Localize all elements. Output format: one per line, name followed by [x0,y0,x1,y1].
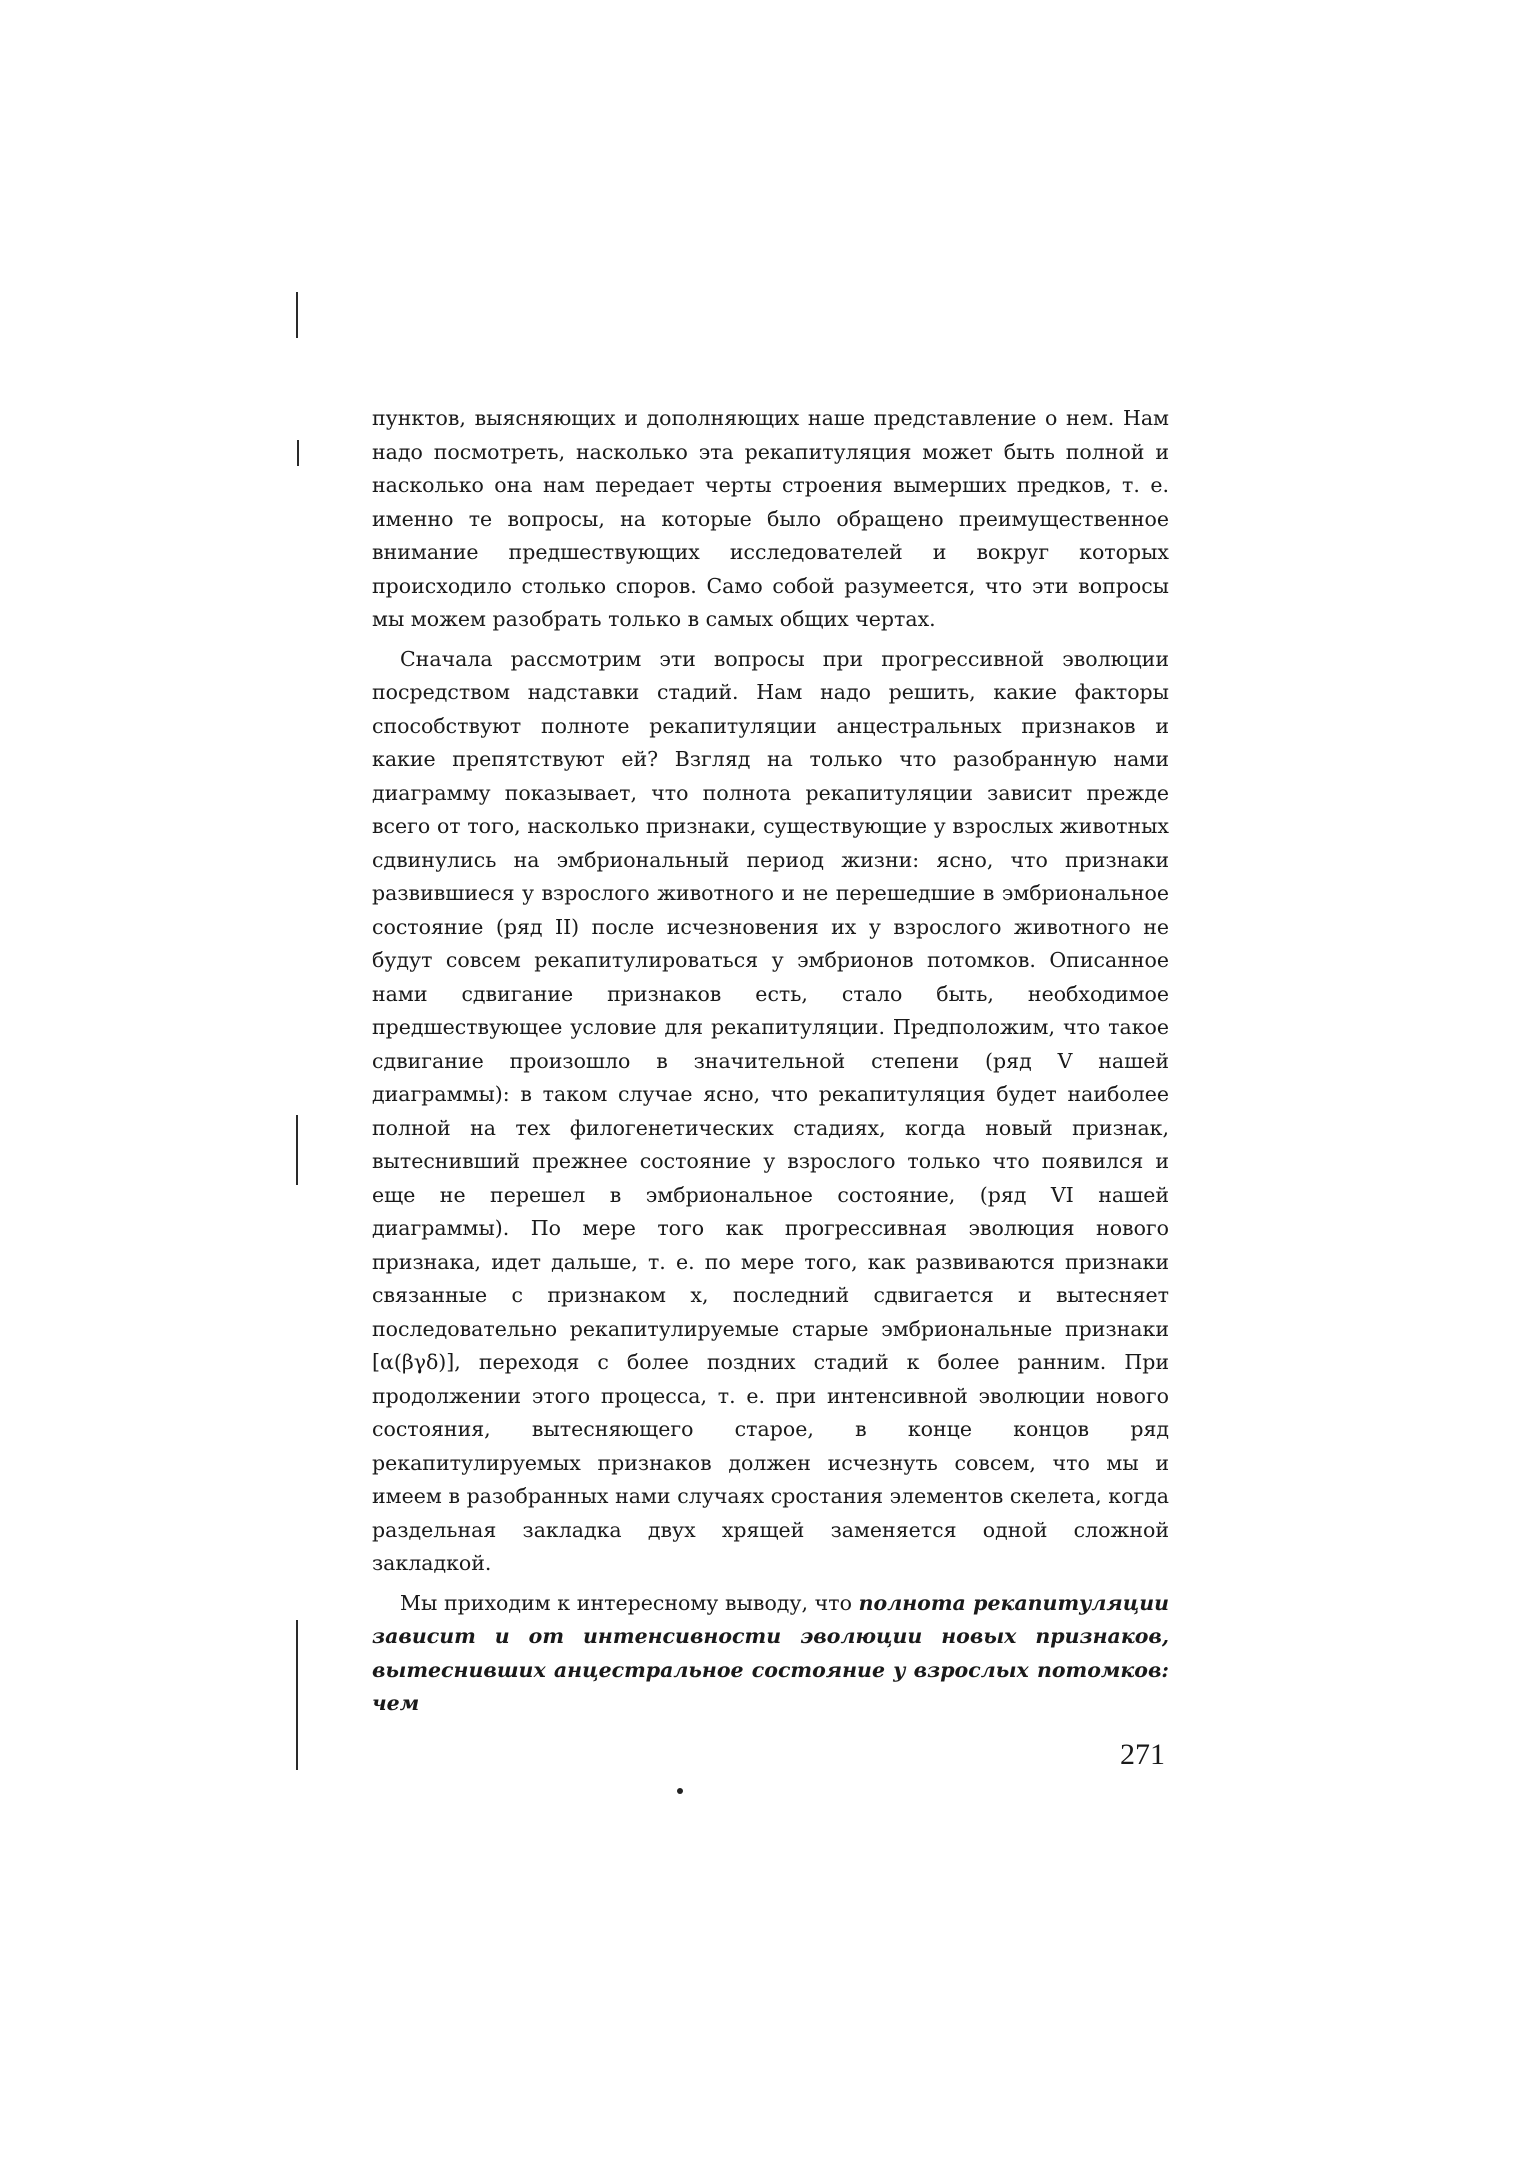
paragraph: Сначала рассмотрим эти вопросы при прогрессивной эволюции посредством надставки стадий. Нам надо решить, какие факторы способствуют полноте рекапитуляции анцестральных признаков и какие препятствуют ей? Взгляд на только что разобранную нами диаграмму показывает, что полнота рекапитуляции зависит прежде всего от того, насколько признаки, существующие у взрослых животных сдвинулись на эмбриональный период жизни: ясно, что признаки развившиеся у взрослого животного и не перешедшие в эмбриональное состояние (ряд II) после исчезновения их у взрослого животного не будут совсем рекапитулироваться у эмбрионов потомков. Описанное нами сдвигание признаков есть, стало быть, необходимое предшествующее условие для рекапитуляции. Предположим, что такое сдвигание произошло в значительной степени (ряд V нашей диаграммы): в таком случае ясно, что рекапитуляция будет наиболее полной на тех филогенетических стадиях, когда новый признак, вытеснивший прежнее состояние у взрослого только что появился и еще не перешел в эмбриональное состояние, (ряд VI нашей диаграммы). По мере того как прогрессивная эволюция нового признака, идет дальше, т. е. по мере того, как развиваются признаки связанные с признаком x, последний сдвигается и вытесняет последовательно рекапитулируемые старые эмбриональные признаки [α(βγδ)], переходя с более поздних стадий к более ранним. При продолжении этого процесса, т. е. при интенсивной эволюции нового состояния, вытесняющего старое, в конце концов ряд рекапитулируемых признаков должен исчезнуть совсем, что мы и имеем в разобранных нами случаях сростания элементов скелета, когда раздельная закладка двух хрящей заменяется одной сложной закладкой. [372,646,1169,1575]
binding-mark [296,1620,298,1770]
italic-emphasis: полнота рекапитуляции зависит и от интенсивности эволюции новых признаков, вытеснивших анцестральное состояние у взрослых потомков: чем [372,1590,1170,1715]
paragraph: пунктов, выясняющих и дополняющих наше представление о нем. Нам надо посмотреть, насколько эта рекапитуляция может быть полной и насколько она нам передает черты строения вымерших предков, т. е. именно те вопросы, на которые было обращено преимущественное внимание предшествующих исследователей и вокруг которых происходило столько споров. Само собой разумеется, что эти вопросы мы можем разобрать только в самых общих чертах. [372,406,1169,631]
paragraph-text: Мы приходим к интересному выводу, что [400,1590,859,1615]
binding-mark [297,440,299,466]
body-text [372,402,1169,1721]
binding-mark [296,1115,298,1185]
print-dot [677,1788,683,1794]
paragraph [372,1587,1169,1721]
page-number: 271 [1120,1738,1165,1771]
binding-mark [296,292,298,338]
